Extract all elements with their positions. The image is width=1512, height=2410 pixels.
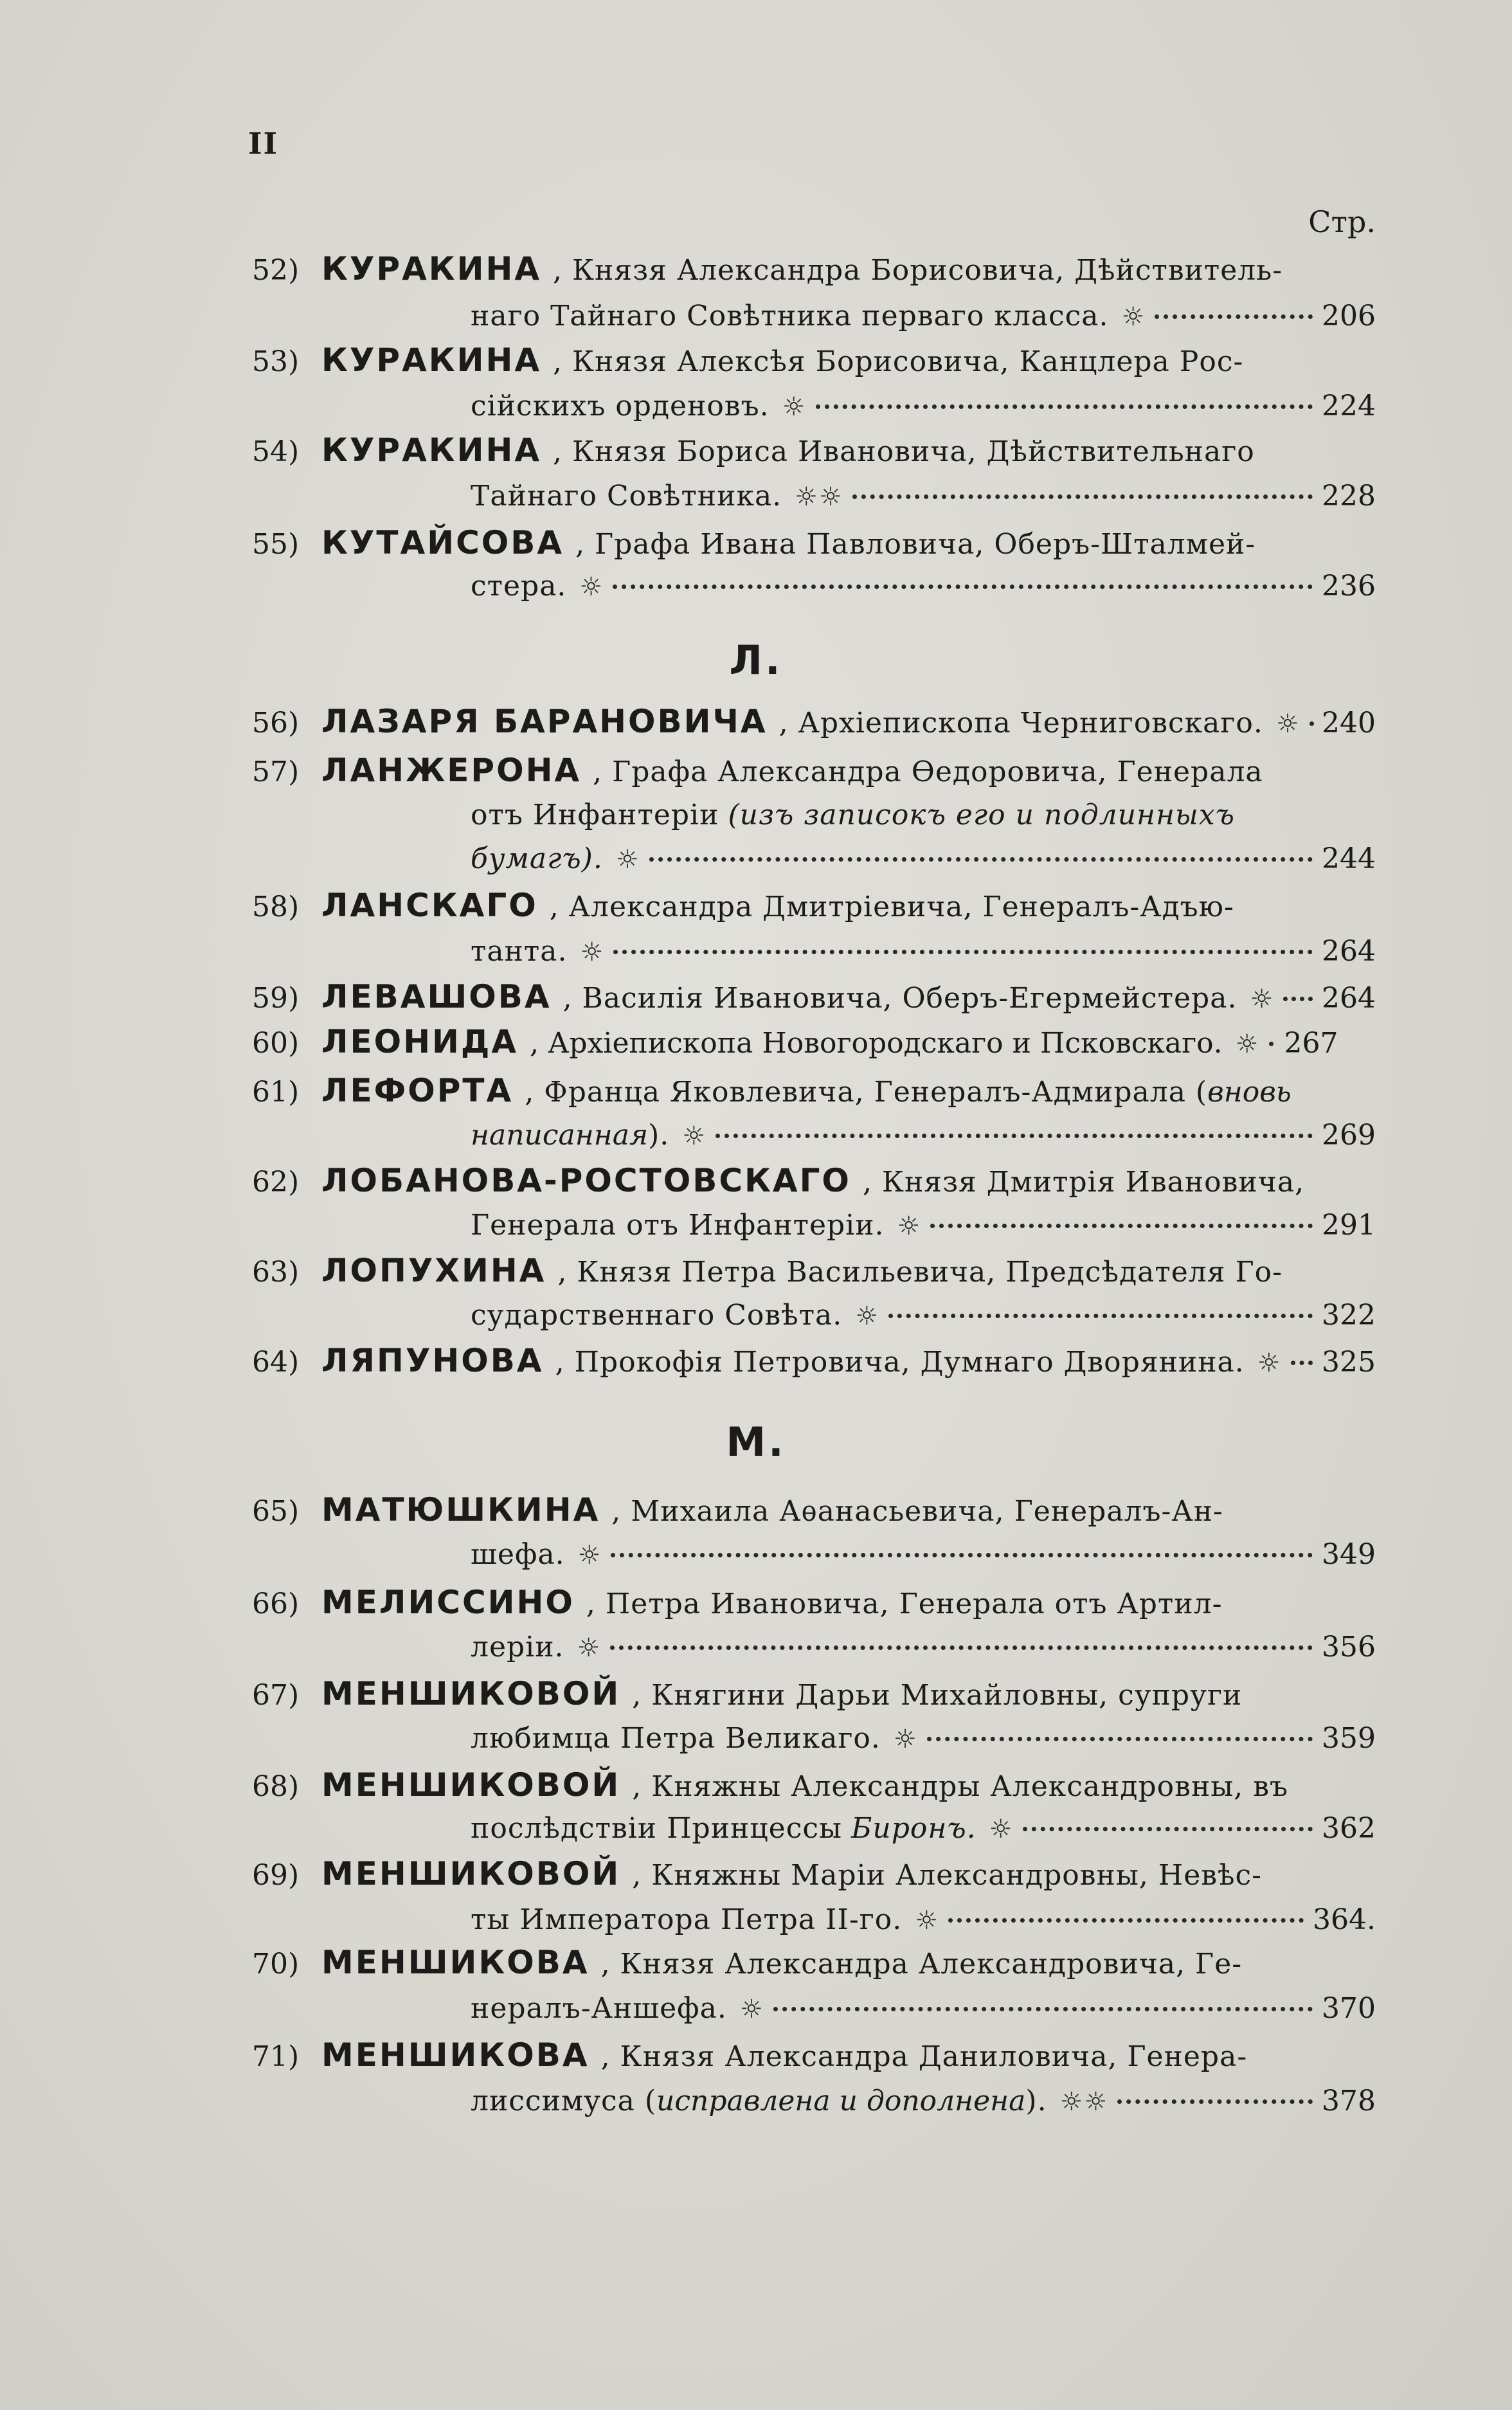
dot-leader xyxy=(613,584,1313,589)
star-ornament-icon: ☼ xyxy=(739,1995,764,2024)
star-ornament-icon: ☼ xyxy=(1235,1029,1260,1059)
entry-note-italic: (изъ записокъ его и подлинныхъ xyxy=(728,799,1235,831)
entry-description-cont: шефа. xyxy=(471,1538,565,1571)
entry-number: 61) xyxy=(252,1076,300,1109)
entry-description: , Князя Дмитрія Ивановича, xyxy=(862,1166,1305,1199)
dot-leader xyxy=(930,1224,1313,1228)
entry-page[interactable]: 359 xyxy=(1322,1722,1376,1755)
entry-name: ЛЕОНИДА xyxy=(321,1023,519,1060)
star-ornament-icon: ☼ xyxy=(577,1541,602,1570)
entry-description: , Княгини Дарьи Михайловны, супруги xyxy=(632,1679,1243,1712)
dot-leader xyxy=(948,1918,1304,1923)
entry-number: 69) xyxy=(252,1859,300,1892)
entry-page[interactable]: 291 xyxy=(1322,1209,1376,1242)
dot-leader xyxy=(716,1134,1313,1138)
dot-leader xyxy=(1269,1042,1275,1046)
dot-leader xyxy=(816,404,1313,409)
star-ornament-icon: ☼ xyxy=(897,1211,922,1241)
star-ornament-icon: ☼ xyxy=(915,1906,940,1935)
entry-description-cont: отъ Инфантеріи xyxy=(471,799,719,831)
entry-description-cont: сударственнаго Совѣта. xyxy=(471,1299,843,1332)
entry-name: ЛЕВАШОВА xyxy=(321,978,552,1015)
entry-number: 65) xyxy=(252,1495,300,1528)
entry-page[interactable]: 349 xyxy=(1322,1538,1376,1571)
entry-page[interactable]: 325 xyxy=(1322,1346,1376,1379)
entry-page[interactable]: 206 xyxy=(1322,300,1376,332)
entry-page[interactable]: 362 xyxy=(1322,1812,1376,1845)
entry-description-tail: ). xyxy=(1025,2085,1047,2117)
page-column-header: Стр. xyxy=(1308,204,1376,239)
entry-description-cont: нералъ-Аншефа. xyxy=(471,1992,727,2025)
entry-page[interactable]: 364. xyxy=(1313,1903,1376,1936)
entry-description: , Княжны Маріи Александровны, Невѣс- xyxy=(632,1859,1263,1892)
dot-leader xyxy=(852,494,1313,499)
star-ornament-icon: ☼ xyxy=(1275,709,1300,739)
entry-number: 64) xyxy=(252,1346,300,1379)
entry-page[interactable]: 240 xyxy=(1322,707,1376,739)
entry-number: 52) xyxy=(252,254,300,287)
entry-name: КУТАЙСОВА xyxy=(321,524,564,561)
entry-number: 70) xyxy=(252,1948,300,1980)
entry-description-cont: леріи. xyxy=(471,1631,564,1663)
entry-name: КУРАКИНА xyxy=(321,250,542,287)
entry-description-cont: любимца Петра Великаго. xyxy=(471,1722,881,1755)
star-ornament-icon: ☼ xyxy=(580,938,605,967)
entry-note-italic: Биронъ. xyxy=(851,1812,977,1845)
entry-description: , Князя Бориса Ивановича, Дѣйствительнаго xyxy=(553,435,1255,468)
entry-page[interactable]: 267 xyxy=(1284,1027,1338,1060)
dot-leader xyxy=(1291,1361,1313,1365)
entry-number: 58) xyxy=(252,891,300,923)
entry-number: 71) xyxy=(252,2040,300,2073)
page-number: II xyxy=(248,126,279,161)
entry-description: , Прокофія Петровича, Думнаго Дворянина. xyxy=(555,1346,1245,1379)
entry-note-italic: исправлена и дополнена xyxy=(656,2085,1026,2117)
star-ornament-icon: ☼ xyxy=(1121,302,1146,332)
entry-number: 62) xyxy=(252,1166,300,1199)
star-ornament-icon: ☼ xyxy=(579,572,604,602)
dot-leader xyxy=(1283,997,1313,1001)
star-ornament-icon: ☼ xyxy=(893,1725,918,1754)
entry-number: 67) xyxy=(252,1679,300,1712)
entry-description-cont: послѣдствіи Принцессы xyxy=(471,1812,843,1845)
section-letter-l: Л. xyxy=(729,637,783,684)
entry-page[interactable]: 244 xyxy=(1322,842,1376,875)
entry-description-cont: ). xyxy=(648,1119,670,1152)
entry-number: 54) xyxy=(252,435,300,468)
dot-leader xyxy=(613,950,1313,954)
dot-leader xyxy=(888,1314,1313,1318)
entry-name: ЛЕФОРТА xyxy=(321,1072,514,1109)
entry-name: МЕЛИССИНО xyxy=(321,1584,575,1621)
entry-number: 53) xyxy=(252,345,300,378)
entry-description: , Князя Александра Борисовича, Дѣйствитель- xyxy=(553,254,1283,287)
dot-leader xyxy=(1117,2099,1313,2104)
star-ornament-icon: ☼ xyxy=(1257,1348,1282,1378)
star-ornament-icon: ☼ xyxy=(615,845,640,874)
entry-name: ЛАНСКАГО xyxy=(321,887,538,924)
entry-number: 56) xyxy=(252,707,300,739)
dot-leader xyxy=(1155,314,1313,319)
entry-description: , Архіепископа Черниговскаго. xyxy=(779,707,1263,739)
entry-description: , Князя Александра Даниловича, Генера- xyxy=(600,2040,1248,2073)
entry-page[interactable]: 356 xyxy=(1322,1631,1376,1663)
star-ornament-icon: ☼ xyxy=(1250,984,1275,1014)
entry-description: , Князя Алексѣя Борисовича, Канцлера Рос- xyxy=(553,345,1244,378)
entry-page[interactable]: 264 xyxy=(1322,982,1376,1015)
dot-leader xyxy=(610,1645,1313,1650)
entry-name: КУРАКИНА xyxy=(321,431,542,469)
star-ornament-icon: ☼ xyxy=(782,392,807,422)
entry-description-cont: лиссимуса ( xyxy=(471,2085,657,2117)
entry-description: , Графа Александра Ѳедоровича, Генерала xyxy=(593,756,1263,788)
entry-note-italic-cont: написанная xyxy=(471,1119,649,1152)
entry-description-cont: стера. xyxy=(471,570,567,602)
dot-leader xyxy=(1310,721,1313,726)
entry-description-cont: танта. xyxy=(471,935,568,968)
entry-page[interactable]: 322 xyxy=(1322,1299,1376,1332)
entry-description: , Франца Яковлевича, Генералъ-Адмирала ( xyxy=(525,1076,1208,1109)
dot-leader xyxy=(773,2007,1313,2011)
entry-number: 60) xyxy=(252,1027,300,1060)
entry-number: 55) xyxy=(252,528,300,561)
dot-leader xyxy=(611,1553,1313,1557)
star-ornament-icon: ☼☼ xyxy=(1059,2087,1109,2117)
entry-name: КУРАКИНА xyxy=(321,341,542,379)
entry-description: , Александра Дмитріевича, Генералъ-Адъю- xyxy=(549,891,1234,923)
entry-page[interactable]: 236 xyxy=(1322,570,1376,602)
entry-name: МЕНШИКОВА xyxy=(321,2036,590,2074)
entry-name: ЛЯПУНОВА xyxy=(321,1342,544,1379)
entry-note-italic: вновь xyxy=(1207,1076,1292,1109)
entry-description-cont: Генерала отъ Инфантеріи. xyxy=(471,1209,885,1242)
entry-description: , Михаила Аѳанасьевича, Генералъ-Ан- xyxy=(611,1495,1223,1528)
star-ornament-icon: ☼☼ xyxy=(795,482,843,512)
dot-leader xyxy=(927,1737,1313,1741)
dot-leader xyxy=(1023,1827,1313,1831)
entry-description-cont: сійскихъ орденовъ. xyxy=(471,390,770,422)
entry-name: МЕНШИКОВОЙ xyxy=(321,1766,621,1804)
entry-number: 66) xyxy=(252,1588,300,1620)
entry-page[interactable]: 228 xyxy=(1322,480,1376,512)
entry-description-cont: ты Императора Петра II-го. xyxy=(471,1903,903,1936)
entry-number: 59) xyxy=(252,982,300,1015)
entry-name: МАТЮШКИНА xyxy=(321,1491,600,1528)
entry-page[interactable]: 264 xyxy=(1322,935,1376,968)
entry-description-cont: наго Тайнаго Совѣтника перваго класса. xyxy=(471,300,1109,332)
entry-description: , Княжны Александры Александровны, въ xyxy=(632,1770,1289,1803)
entry-page[interactable]: 224 xyxy=(1322,390,1376,422)
entry-name: МЕНШИКОВА xyxy=(321,1944,590,1981)
entry-description: , Князя Александра Александровича, Ге- xyxy=(600,1948,1243,1980)
star-ornament-icon: ☼ xyxy=(989,1815,1014,1844)
dot-leader xyxy=(649,857,1313,862)
entry-name: ЛАЗАРЯ БАРАНОВИЧА xyxy=(321,703,768,740)
entry-name: ЛАНЖЕРОНА xyxy=(321,752,582,789)
entry-page[interactable]: 378 xyxy=(1322,2085,1376,2117)
entry-note-italic-cont: бумагъ). xyxy=(471,842,603,875)
entry-description: , Князя Петра Васильевича, Предсѣдателя Го- xyxy=(557,1256,1282,1289)
entry-number: 57) xyxy=(252,756,300,788)
star-ornament-icon: ☼ xyxy=(855,1301,880,1331)
entry-name: ЛОБАНОВА-РОСТОВСКАГО xyxy=(321,1162,851,1199)
star-ornament-icon: ☼ xyxy=(682,1121,707,1151)
entry-description: , Василія Ивановича, Оберъ-Егермейстера. xyxy=(562,982,1238,1015)
entry-name: МЕНШИКОВОЙ xyxy=(321,1855,621,1892)
star-ornament-icon: ☼ xyxy=(577,1633,602,1663)
entry-number: 68) xyxy=(252,1770,300,1803)
section-letter-m: М. xyxy=(726,1418,786,1465)
entry-description: , Петра Ивановича, Генерала отъ Артил- xyxy=(586,1588,1223,1620)
entry-page[interactable]: 269 xyxy=(1322,1119,1376,1152)
entry-description: , Архіепископа Новогородскаго и Псковскаго. xyxy=(530,1027,1223,1060)
entry-name: МЕНШИКОВОЙ xyxy=(321,1675,621,1712)
entry-number: 63) xyxy=(252,1256,300,1289)
entry-name: ЛОПУХИНА xyxy=(321,1252,546,1289)
entry-description-cont: Тайнаго Совѣтника. xyxy=(471,480,782,512)
entry-description: , Графа Ивана Павловича, Оберъ-Шталмей- xyxy=(575,528,1256,561)
entry-page[interactable]: 370 xyxy=(1322,1992,1376,2025)
